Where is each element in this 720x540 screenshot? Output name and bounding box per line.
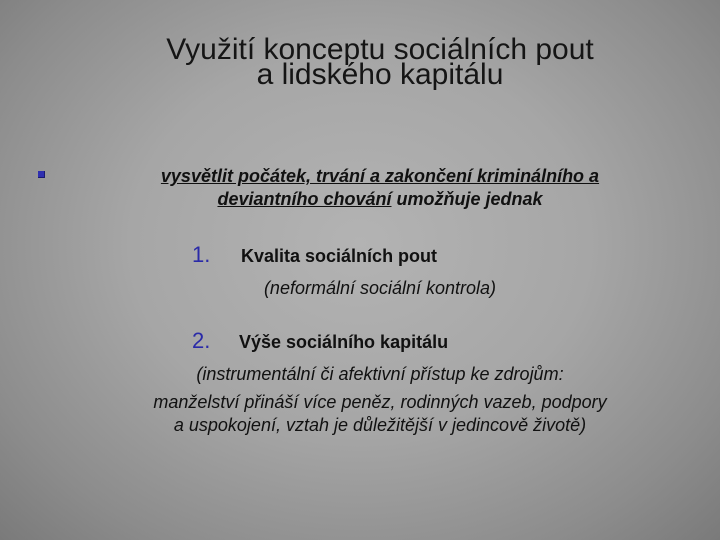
bullet-text-line1 [80,165,680,187]
bullet-text-line2 [80,188,680,210]
slide-title-line2: a lidského kapitálu [256,58,504,91]
item-detail-1: (neformální sociální kontrola) [263,278,497,298]
item-detail-2-line3: a uspokojení, vztah je důležitější v jedincově životě) [173,415,587,435]
item-heading-1: Kvalita sociálních pout [241,246,438,266]
item-number-1: 1. [192,242,211,267]
bullet-text-underlined: deviantního chování [217,189,392,209]
bullet-text-part1: vysvětlit počátek, trvání a zakončení kriminálního a [160,166,600,186]
item-heading-2: Výše sociálního kapitálu [239,332,449,352]
square-bullet-icon [38,171,45,178]
slide-title-line1: Využití konceptu sociálních pout [166,33,594,66]
item-detail-2-line1: (instrumentální či afektivní přístup ke zdrojům: [196,364,564,384]
item-number-2: 2. [192,328,211,353]
item-detail-2-line2: manželství přináší více peněz, rodinných vazeb, podpory [153,392,607,412]
bullet-text-rest: umožňuje jednak [391,189,543,209]
